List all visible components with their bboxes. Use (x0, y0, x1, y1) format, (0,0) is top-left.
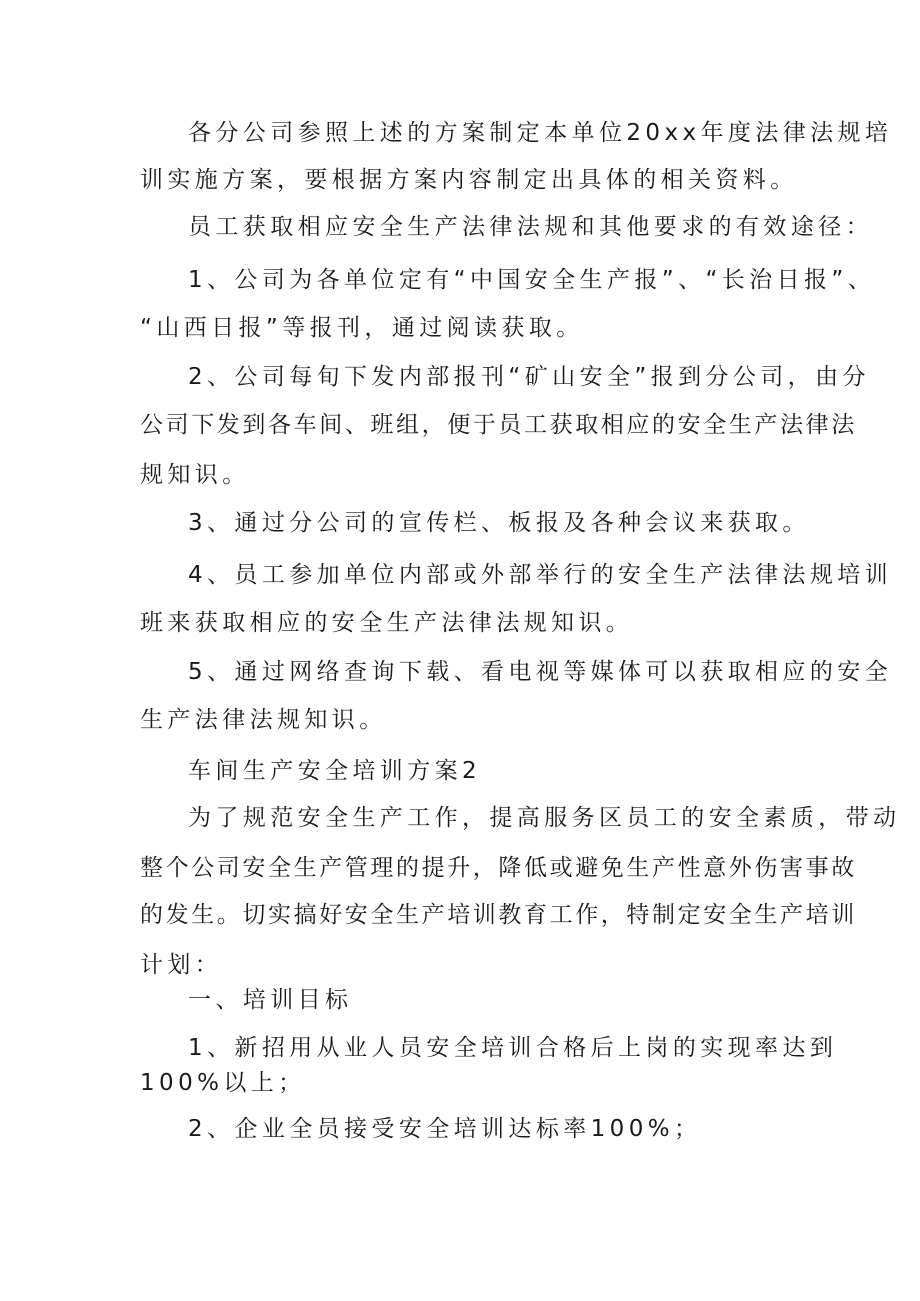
paragraph-2-line-1: 员工获取相应安全生产法律法规和其他要求的有效途径： (188, 214, 873, 240)
list-item-4-line-2: 班来获取相应的安全生产法律法规知识。 (140, 610, 634, 636)
list-item-2-line-2: 公司下发到各车间、班组，便于员工获取相应的安全生产法律法 (140, 412, 857, 438)
paragraph-1-line-2: 训实施方案，要根据方案内容制定出具体的相关资料。 (140, 167, 798, 193)
list-item-5-line-2: 生产法律法规知识。 (140, 707, 387, 733)
goal-1-line-2: 100%以上； (140, 1070, 306, 1096)
list-item-2-line-1: 2、公司每旬下发内部报刊“矿山安全”报到分公司，由分 (188, 364, 870, 390)
goal-1-line-1: 1、新招用从业人员安全培训合格后上岗的实现率达到 (188, 1035, 838, 1061)
list-item-4-line-1: 4、员工参加单位内部或外部举行的安全生产法律法规培训 (188, 562, 893, 588)
paragraph-3-line-4: 计划： (140, 952, 223, 978)
list-item-3-line-1: 3、通过分公司的宣传栏、板报及各种会议来获取。 (188, 510, 810, 536)
subheading-training-goals: 一、培训目标 (188, 987, 353, 1013)
paragraph-3-line-2: 整个公司安全生产管理的提升，降低或避免生产性意外伤害事故 (140, 855, 857, 881)
paragraph-3-line-3: 的发生。切实搞好安全生产培训教育工作，特制定安全生产培训 (140, 902, 857, 928)
list-item-2-line-3: 规知识。 (140, 462, 250, 488)
list-item-1-line-2: “山西日报”等报刊，通过阅读获取。 (140, 315, 584, 341)
list-item-5-line-1: 5、通过网络查询下载、看电视等媒体可以获取相应的安全 (188, 659, 893, 685)
goal-2-line-1: 2、企业全员接受安全培训达标率100%； (188, 1116, 702, 1142)
section-heading: 车间生产安全培训方案2 (188, 758, 482, 784)
paragraph-1-line-1: 各分公司参照上述的方案制定本单位20xx年度法律法规培 (188, 120, 893, 146)
paragraph-3-line-1: 为了规范安全生产工作，提高服务区员工的安全素质，带动 (188, 805, 901, 831)
list-item-1-line-1: 1、公司为各单位定有“中国安全生产报”、“长治日报”、 (188, 267, 876, 293)
